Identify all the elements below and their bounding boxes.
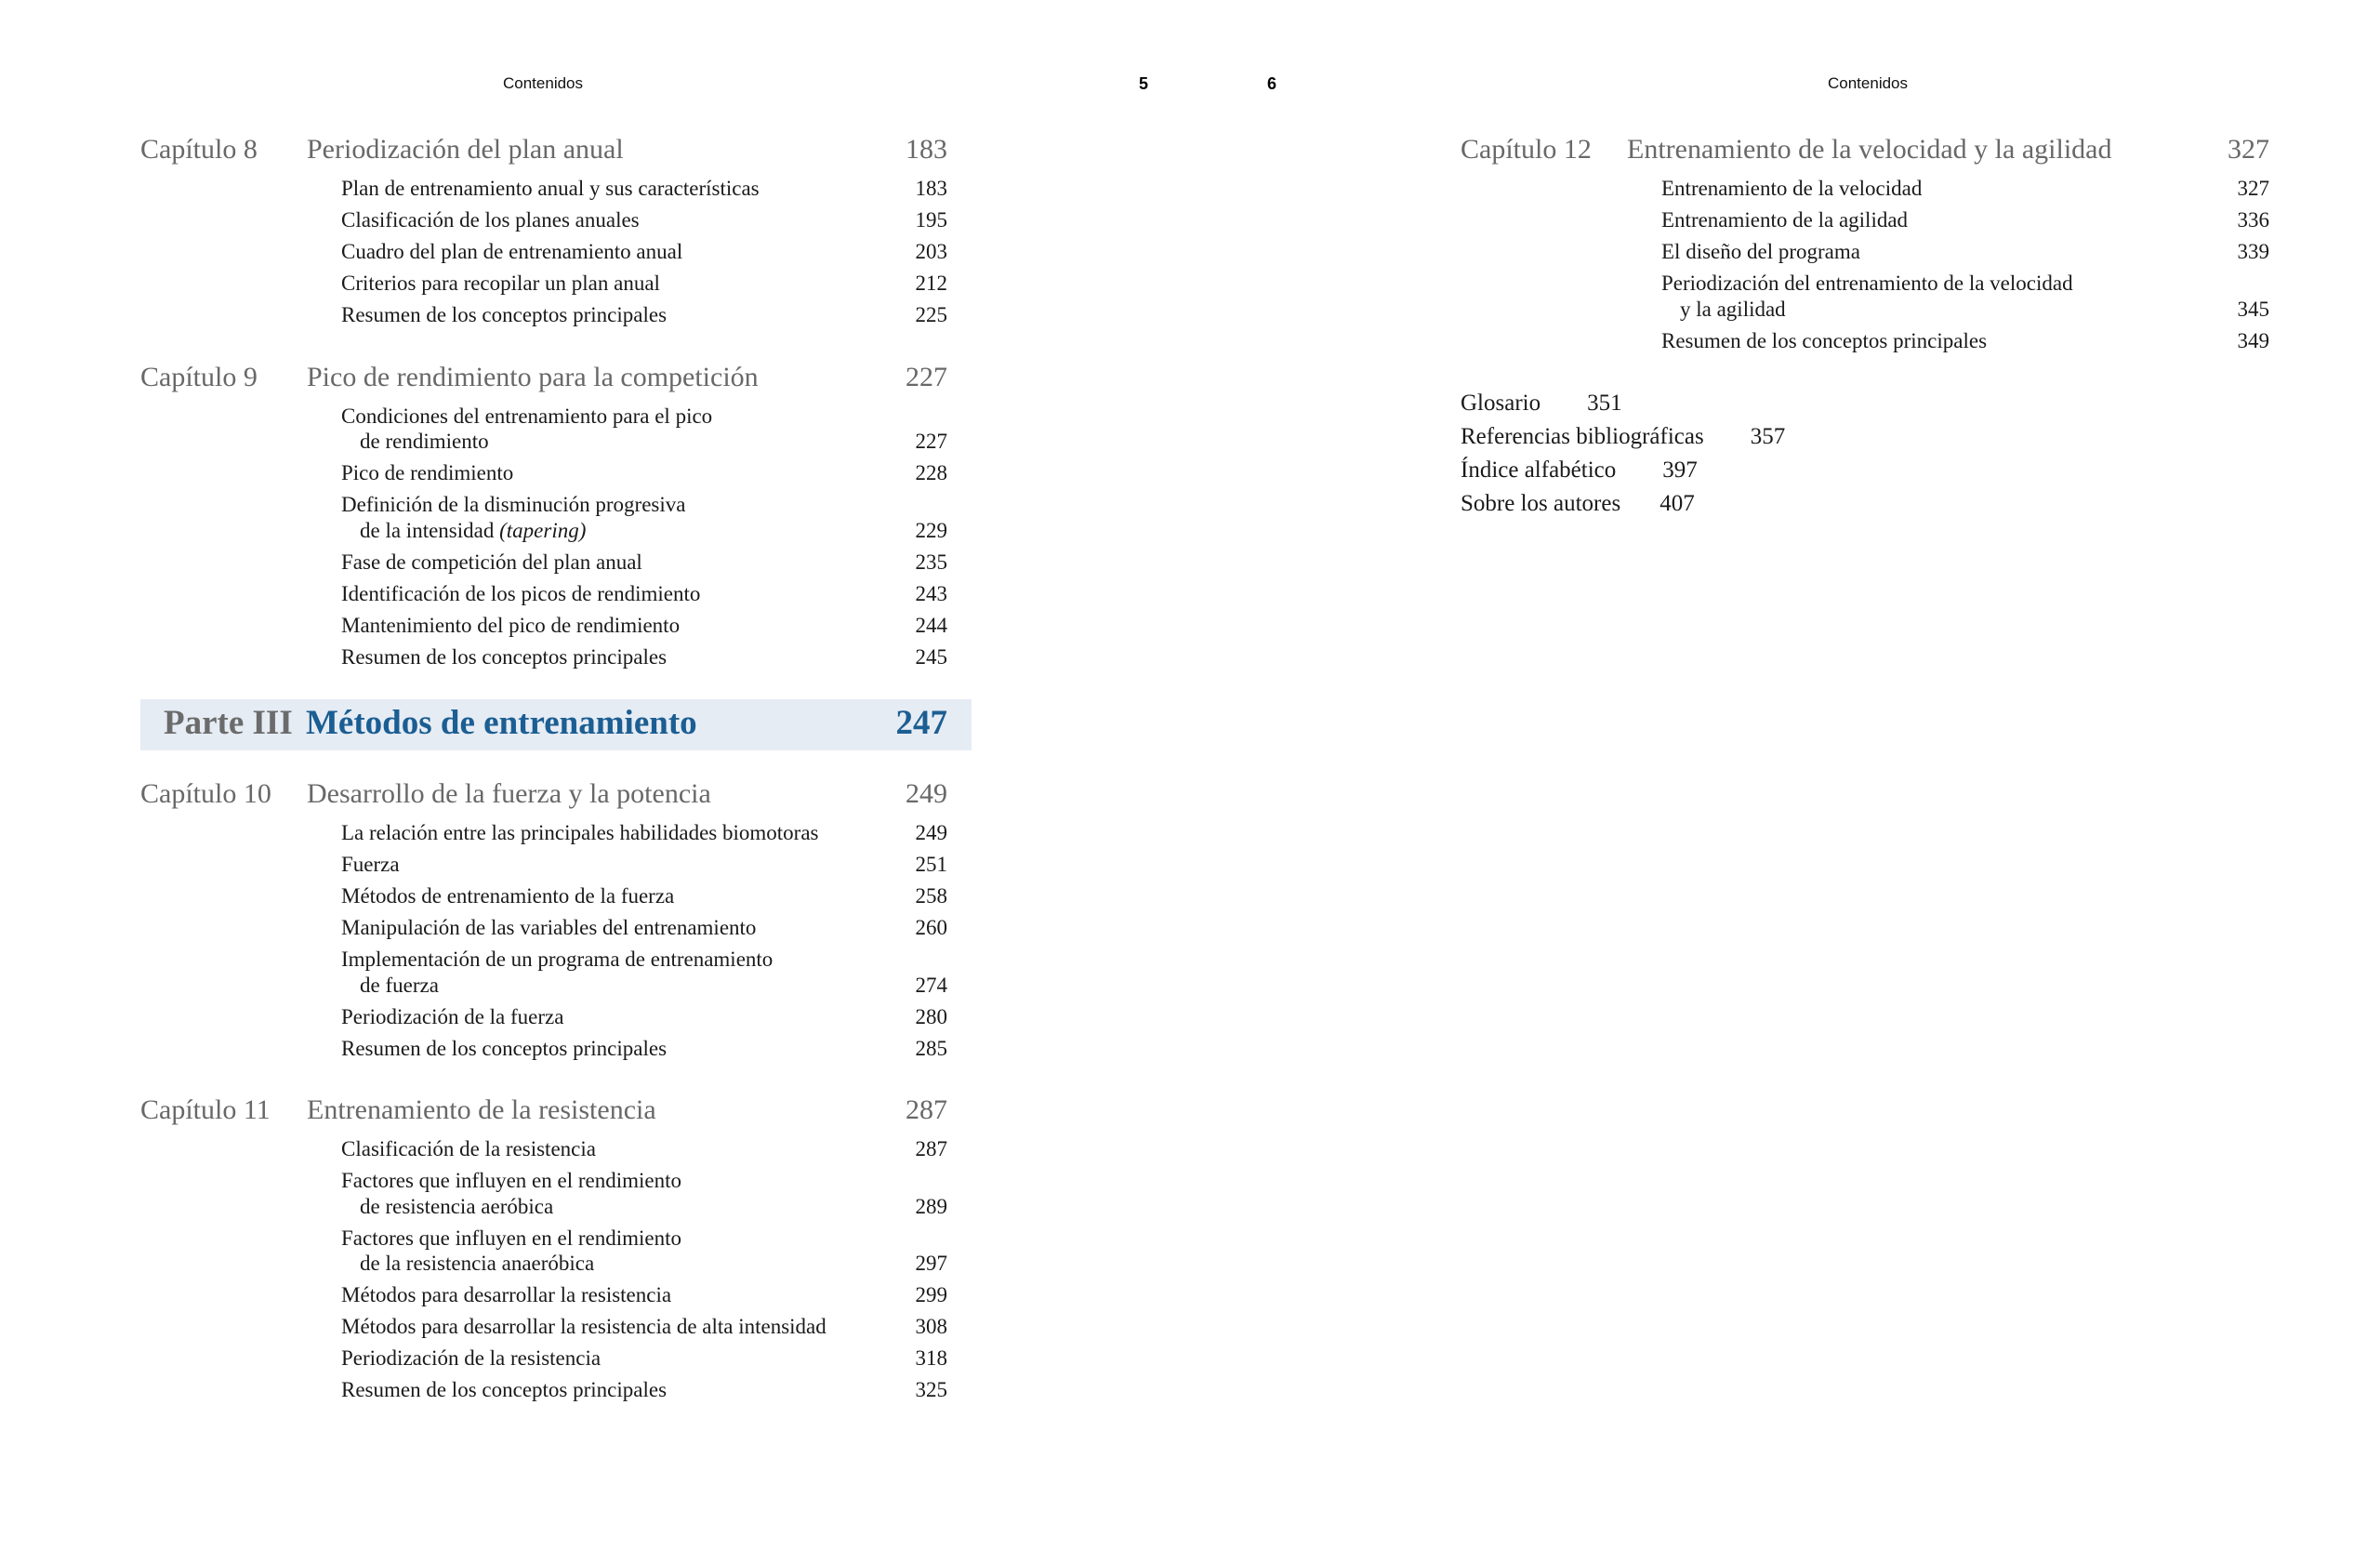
section-page-number: 228 xyxy=(915,461,947,484)
section-entry[interactable] xyxy=(341,1226,947,1277)
section-list xyxy=(341,404,947,670)
italic-term: (tapering) xyxy=(499,518,587,542)
section-title: El diseño del programa xyxy=(1661,240,1860,263)
chapter-label: Capítulo 8 xyxy=(140,134,258,165)
toc-chapter xyxy=(140,1094,947,1403)
section-title: Identificación de los picos de rendimiento xyxy=(341,581,701,605)
chapters-right xyxy=(1461,134,2269,353)
section-title: Métodos para desarrollar la resistencia de alta intensidad xyxy=(341,1315,826,1338)
section-entry[interactable] xyxy=(341,176,947,202)
section-entry[interactable] xyxy=(341,302,947,328)
backmatter-entry[interactable] xyxy=(1461,387,2269,420)
section-title: Periodización del entrenamiento de la velocidad xyxy=(1661,272,2073,295)
section-title: Factores que influyen en el rendimiento xyxy=(341,1169,681,1192)
section-list xyxy=(341,820,947,1061)
section-page-number: 251 xyxy=(915,853,947,876)
continuation-text: y la agilidad xyxy=(1680,297,1786,321)
chapter-page-number: 287 xyxy=(906,1094,947,1125)
section-page-number: 349 xyxy=(2237,328,2269,352)
part-label: Parte III xyxy=(164,704,293,742)
section-page-number: 195 xyxy=(915,208,947,232)
section-entry[interactable] xyxy=(341,404,947,455)
section-page-number: 243 xyxy=(915,581,947,605)
section-page-number: 212 xyxy=(915,272,947,295)
section-title: Factores que influyen en el rendimiento xyxy=(341,1226,681,1250)
section-entry[interactable] xyxy=(341,239,947,265)
section-page-number: 229 xyxy=(915,518,947,542)
section-entry[interactable] xyxy=(341,1346,947,1372)
section-entry[interactable] xyxy=(341,1314,947,1340)
section-page-number: 318 xyxy=(915,1346,947,1370)
backmatter-entry[interactable] xyxy=(1461,454,2269,487)
backmatter-label: Sobre los autores xyxy=(1461,491,1621,516)
chapter-title: Periodización del plan anual xyxy=(307,134,624,165)
backmatter-label: Glosario xyxy=(1461,391,1541,416)
section-page-number: 327 xyxy=(2237,177,2269,200)
section-entry[interactable] xyxy=(341,1377,947,1403)
section-entry[interactable] xyxy=(1661,176,2269,202)
section-list xyxy=(341,1136,947,1403)
section-page-number: 339 xyxy=(2237,240,2269,263)
section-entry[interactable] xyxy=(1661,328,2269,354)
running-head-left: Contenidos xyxy=(503,74,584,92)
toc-left xyxy=(140,134,947,1437)
backmatter-label: Índice alfabético xyxy=(1461,457,1617,483)
section-page-number: 287 xyxy=(915,1137,947,1160)
backmatter-list xyxy=(1461,387,2269,521)
section-page-number: 299 xyxy=(915,1283,947,1306)
section-title-continuation xyxy=(341,1251,882,1277)
section-page-number: 227 xyxy=(915,430,947,453)
section-title-continuation xyxy=(341,429,882,455)
section-page-number: 289 xyxy=(915,1194,947,1218)
section-entry[interactable] xyxy=(341,947,947,998)
page-number-right: 6 xyxy=(1267,74,1277,93)
chapter-heading[interactable] xyxy=(140,1094,947,1132)
section-page-number: 308 xyxy=(915,1315,947,1338)
section-entry[interactable] xyxy=(341,1168,947,1219)
toc-chapter xyxy=(140,778,947,1061)
section-title: Mantenimiento del pico de rendimiento xyxy=(341,613,681,637)
section-title: Periodización de la fuerza xyxy=(341,1004,564,1028)
section-page-number: 183 xyxy=(915,177,947,200)
section-page-number: 235 xyxy=(915,550,947,574)
section-entry[interactable] xyxy=(341,581,947,607)
section-entry[interactable] xyxy=(341,1004,947,1030)
section-page-number: 280 xyxy=(915,1004,947,1028)
section-title: Resumen de los conceptos principales xyxy=(341,1378,668,1401)
section-page-number: 297 xyxy=(915,1252,947,1275)
chapter-heading[interactable] xyxy=(140,778,947,815)
section-title: Resumen de los conceptos principales xyxy=(341,303,668,326)
section-title: Métodos de entrenamiento de la fuerza xyxy=(341,884,675,908)
continuation-text: de resistencia aeróbica xyxy=(360,1194,554,1218)
toc-right xyxy=(1461,134,2269,521)
chapter-page-number: 183 xyxy=(906,134,947,165)
section-title-continuation xyxy=(1661,297,2204,323)
page-number-left: 5 xyxy=(1139,74,1149,93)
part-banner[interactable] xyxy=(140,699,972,750)
section-page-number: 249 xyxy=(915,821,947,844)
section-page-number: 325 xyxy=(915,1378,947,1401)
section-entry[interactable] xyxy=(341,271,947,297)
backmatter-entry[interactable] xyxy=(1461,420,2269,454)
section-entry[interactable] xyxy=(341,1036,947,1062)
section-entry[interactable] xyxy=(341,852,947,878)
toc-chapter xyxy=(140,362,947,670)
section-page-number: 258 xyxy=(915,884,947,908)
continuation-text: de la resistencia anaeróbica xyxy=(360,1252,595,1275)
chapter-label: Capítulo 11 xyxy=(140,1094,271,1125)
section-page-number: 245 xyxy=(915,644,947,669)
chapter-title: Entrenamiento de la velocidad y la agilidad xyxy=(1627,134,2112,165)
section-title: Definición de la disminución progresiva xyxy=(341,493,686,516)
part-title: Métodos de entrenamiento xyxy=(306,704,697,742)
continuation-text: de fuerza xyxy=(360,973,439,997)
section-page-number: 345 xyxy=(2237,297,2269,321)
section-title: Criterios para recopilar un plan anual xyxy=(341,272,660,295)
section-entry[interactable] xyxy=(341,644,947,670)
chapter-heading[interactable] xyxy=(1461,134,2269,171)
section-title: Entrenamiento de la velocidad xyxy=(1661,177,1923,200)
chapter-heading[interactable] xyxy=(140,134,947,171)
part-page-number: 247 xyxy=(895,704,947,742)
continuation-text: de la intensidad xyxy=(360,518,495,542)
section-title: Clasificación de la resistencia xyxy=(341,1137,596,1160)
section-title: Clasificación de los planes anuales xyxy=(341,208,640,232)
section-entry[interactable] xyxy=(341,207,947,233)
chapter-label: Capítulo 9 xyxy=(140,361,258,392)
section-page-number: 260 xyxy=(915,916,947,939)
section-title: Condiciones del entrenamiento para el pico xyxy=(341,404,713,428)
section-entry[interactable] xyxy=(341,613,947,639)
section-entry[interactable] xyxy=(341,1282,947,1308)
section-title-continuation xyxy=(341,518,882,544)
chapters-after-part xyxy=(140,778,947,1403)
chapter-page-number: 227 xyxy=(906,361,947,392)
backmatter-entry[interactable] xyxy=(1461,487,2269,521)
toc-chapter xyxy=(140,134,947,328)
section-entry[interactable] xyxy=(341,1136,947,1162)
section-title: Manipulación de las variables del entrenamiento xyxy=(341,916,757,939)
section-entry[interactable] xyxy=(341,460,947,486)
section-title: Fuerza xyxy=(341,853,400,876)
chapter-page-number: 249 xyxy=(906,778,947,809)
section-title: Fase de competición del plan anual xyxy=(341,550,642,574)
section-page-number: 336 xyxy=(2237,208,2269,232)
backmatter-page-number: 397 xyxy=(1662,457,1698,483)
backmatter-page-number: 351 xyxy=(1587,391,1622,416)
section-title: Resumen de los conceptos principales xyxy=(341,644,668,669)
chapter-title: Entrenamiento de la resistencia xyxy=(307,1094,656,1125)
section-title: Entrenamiento de la agilidad xyxy=(1661,208,1909,232)
backmatter-label: Referencias bibliográficas xyxy=(1461,424,1704,449)
chapter-page-number: 327 xyxy=(2228,134,2269,165)
continuation-text: de rendimiento xyxy=(360,430,489,453)
section-page-number: 274 xyxy=(915,973,947,997)
chapter-title: Desarrollo de la fuerza y la potencia xyxy=(307,778,711,809)
section-title: Pico de rendimiento xyxy=(341,461,514,484)
section-entry[interactable] xyxy=(341,492,947,543)
section-title: La relación entre las principales habilidades biomotoras xyxy=(341,821,819,844)
section-entry[interactable] xyxy=(341,883,947,909)
section-entry[interactable] xyxy=(1661,239,2269,265)
chapter-label: Capítulo 12 xyxy=(1461,134,1592,165)
section-title-continuation xyxy=(341,973,882,999)
chapter-label: Capítulo 10 xyxy=(140,778,271,809)
chapter-heading[interactable] xyxy=(140,362,947,399)
section-page-number: 203 xyxy=(915,240,947,263)
chapters-before-part xyxy=(140,134,947,669)
section-entry[interactable] xyxy=(1661,207,2269,233)
section-title: Métodos para desarrollar la resistencia xyxy=(341,1283,672,1306)
section-entry[interactable] xyxy=(341,915,947,941)
toc-chapter xyxy=(1461,134,2269,353)
section-page-number: 244 xyxy=(915,613,947,637)
section-page-number: 225 xyxy=(915,303,947,326)
section-title: Cuadro del plan de entrenamiento anual xyxy=(341,240,683,263)
section-list xyxy=(341,176,947,328)
backmatter-page-number: 357 xyxy=(1750,424,1786,449)
section-entry[interactable] xyxy=(1661,271,2269,322)
section-entry[interactable] xyxy=(341,550,947,576)
section-title-continuation xyxy=(341,1194,882,1220)
section-title: Periodización de la resistencia xyxy=(341,1346,602,1370)
running-head-right: Contenidos xyxy=(1828,74,1909,92)
section-title: Resumen de los conceptos principales xyxy=(1661,328,1988,352)
section-title: Implementación de un programa de entrenamiento xyxy=(341,948,774,971)
section-entry[interactable] xyxy=(341,820,947,846)
backmatter-page-number: 407 xyxy=(1659,491,1695,516)
section-title: Resumen de los conceptos principales xyxy=(341,1036,668,1060)
section-list xyxy=(1661,176,2269,353)
section-title: Plan de entrenamiento anual y sus características xyxy=(341,177,760,200)
section-page-number: 285 xyxy=(915,1036,947,1060)
chapter-title: Pico de rendimiento para la competición xyxy=(307,361,759,392)
